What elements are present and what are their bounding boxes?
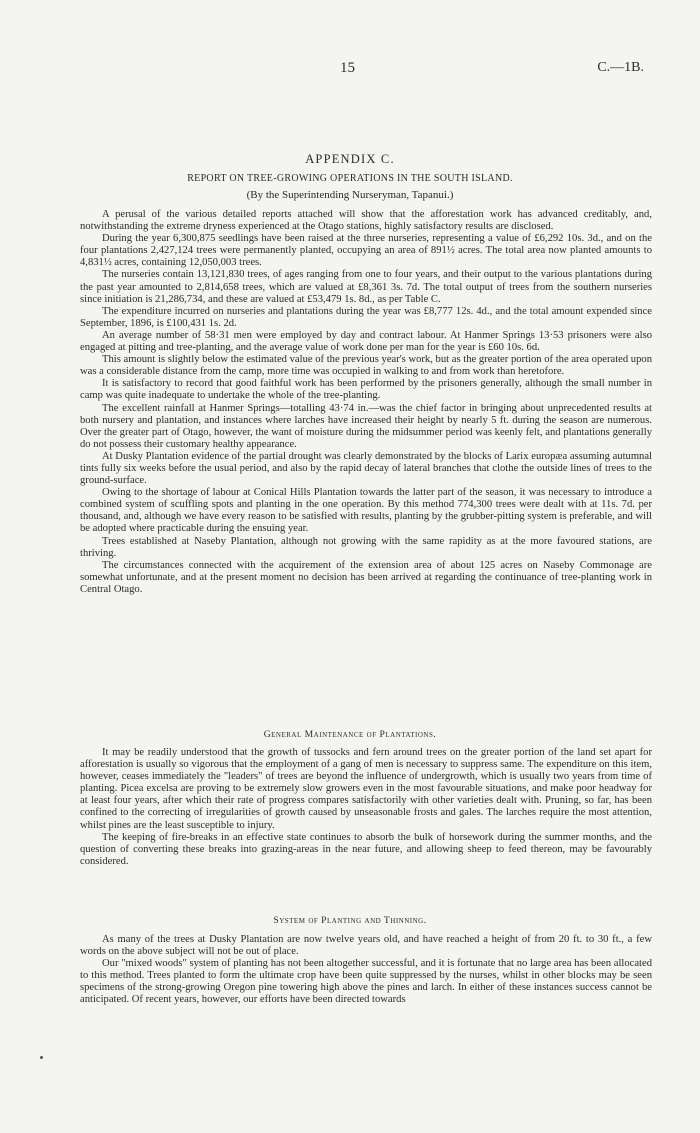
paragraph: During the year 6,300,875 seedlings have been raised at the three nurseries, representing a value of £6,292 10s. 3d., and on the four plantations 2,427,124 trees were permanently planted, occupying an area of 891½ acres. The total area now planted amounts to 4,831½ acres, containing 12,050,003 trees. — [80, 233, 652, 269]
margin-dot — [40, 1056, 43, 1059]
page-number: 15 — [340, 60, 355, 76]
paragraph: Owing to the shortage of labour at Conical Hills Plantation towards the latter part of the season, it was necessary to introduce a combined system of scuffling spots and planting in the one operation. By this method 774,300 trees were dealt with at 11s. 7d. per thousand, and, although we have every reason to be satisfied with results, planting by the grubber-pitting system is preferable, and will be adopted where practicable during the ensuing year. — [80, 487, 652, 535]
paragraph: The nurseries contain 13,121,830 trees, of ages ranging from one to four years, and their output to the various plantations during the past year amounted to 2,814,658 trees, which are valued at £8,361 3s. 7d. The total output of trees from the southern nurseries since initiation is 21,286,734, and these are valued at £53,479 1s. 8d., as per Table C. — [80, 269, 652, 305]
section-planting — [80, 934, 652, 1007]
paragraph: As many of the trees at Dusky Plantation are now twelve years old, and have reached a height of from 20 ft. to 30 ft., a few words on the above subject will not be out of place. — [80, 934, 652, 958]
report-byline: (By the Superintending Nurseryman, Tapanui.) — [246, 189, 454, 201]
section-maintenance — [80, 747, 652, 868]
page-header — [0, 60, 700, 80]
paragraph: The keeping of fire-breaks in an effective state continues to absorb the bulk of horsework during the summer months, and the question of converting these breaks into grazing-areas in the near future, and allowing sheep to feed thereon, may be favourably considered. — [80, 831, 652, 867]
paragraph: The expenditure incurred on nurseries and plantations during the year was £8,777 12s. 4d., and the total amount expended since September, 1896, is £100,431 1s. 2d. — [80, 305, 652, 329]
section-heading-planting: System of Planting and Thinning. — [273, 915, 427, 926]
paragraph: This amount is slightly below the estimated value of the previous year's work, but as the greater portion of the area operated upon was a considerable distance from the camp, more time was occupied in walking to and from work than heretofore. — [80, 354, 652, 378]
document-reference: C.—1B. — [597, 60, 644, 75]
appendix-title: APPENDIX C. — [305, 152, 395, 166]
paragraph: The circumstances connected with the acquirement of the extension area of about 125 acres on Naseby Commonage are somewhat unfortunate, and at the present moment no decision has been arrived at regarding the continuance of tree-planting work in Central Otago. — [80, 559, 652, 595]
paragraph: The excellent rainfall at Hanmer Springs—totalling 43·74 in.—was the chief factor in bringing about unprecedented results at both nursery and plantation, and instances where larches have increased their height by nearly 5 ft. during the season are numerous. Over the greater part of Otago, however, the want of moisture during the midsummer period was keenly felt, and plantations generally do not possess their customary healthy appearance. — [80, 402, 652, 450]
paragraph: It may be readily understood that the growth of tussocks and fern around trees on the greater portion of the land set apart for afforestation is usually so vigorous that the employment of a gang of men is necessary to suppress same. The expenditure on this item, however, ceases immediately the "leaders" of trees are beyond the influence of undergrowth, which is usually two years from time of planting. Picea excelsa are proving to be extremely slow growers even in the most favourable situations, and make poor headway for at least four years, after which their rate of progress compares satisfactorily with other varieties dealt with. Pruning, so far, has been confined to the correcting of irregularities of growth caused by unseasonable frosts and gales. The larches require the most attention, whilst pines are the least susceptible to injury. — [80, 747, 652, 831]
paragraph: Trees established at Naseby Plantation, although not growing with the same rapidity as at the more favoured stations, are thriving. — [80, 535, 652, 559]
paragraph: Our "mixed woods" system of planting has not been altogether successful, and it is fortunate that no large area has been allocated to this method. Trees planted to form the ultimate crop have been quite suppressed by the nurses, whilst in other blocks may be seen specimens of the strong-growing Oregon pine towering high above the pines and larch. In either of these instances success cannot be anticipated. Of recent years, however, our efforts have been directed towards — [80, 958, 652, 1006]
paragraph: An average number of 58·31 men were employed by day and contract labour. At Hanmer Springs 13·53 prisoners were also engaged at pitting and tree-planting, and the average value of work done per man for the year is £60 10s. 6d. — [80, 329, 652, 354]
report-title: REPORT ON TREE-GROWING OPERATIONS IN THE SOUTH ISLAND. — [187, 173, 513, 184]
paragraph: It is satisfactory to record that good faithful work has been performed by the prisoners generally, although the small number in camp was quite inadequate to undertake the whole of the tree-planting. — [80, 378, 652, 402]
section-heading-maintenance: General Maintenance of Plantations. — [263, 729, 437, 740]
paragraph: At Dusky Plantation evidence of the partial drought was clearly demonstrated by the blocks of Larix europæa assuming autumnal tints fully six weeks before the usual period, and also by the rapid decay of lateral branches that clothe the outside lines of trees to the ground-surface. — [80, 450, 652, 487]
section-introduction — [80, 209, 652, 596]
paragraph: A perusal of the various detailed reports attached will show that the afforestation work has advanced creditably, and, notwithstanding the extreme dryness experienced at the Otago stations, highly satisfactory results are disclosed. — [80, 209, 652, 233]
